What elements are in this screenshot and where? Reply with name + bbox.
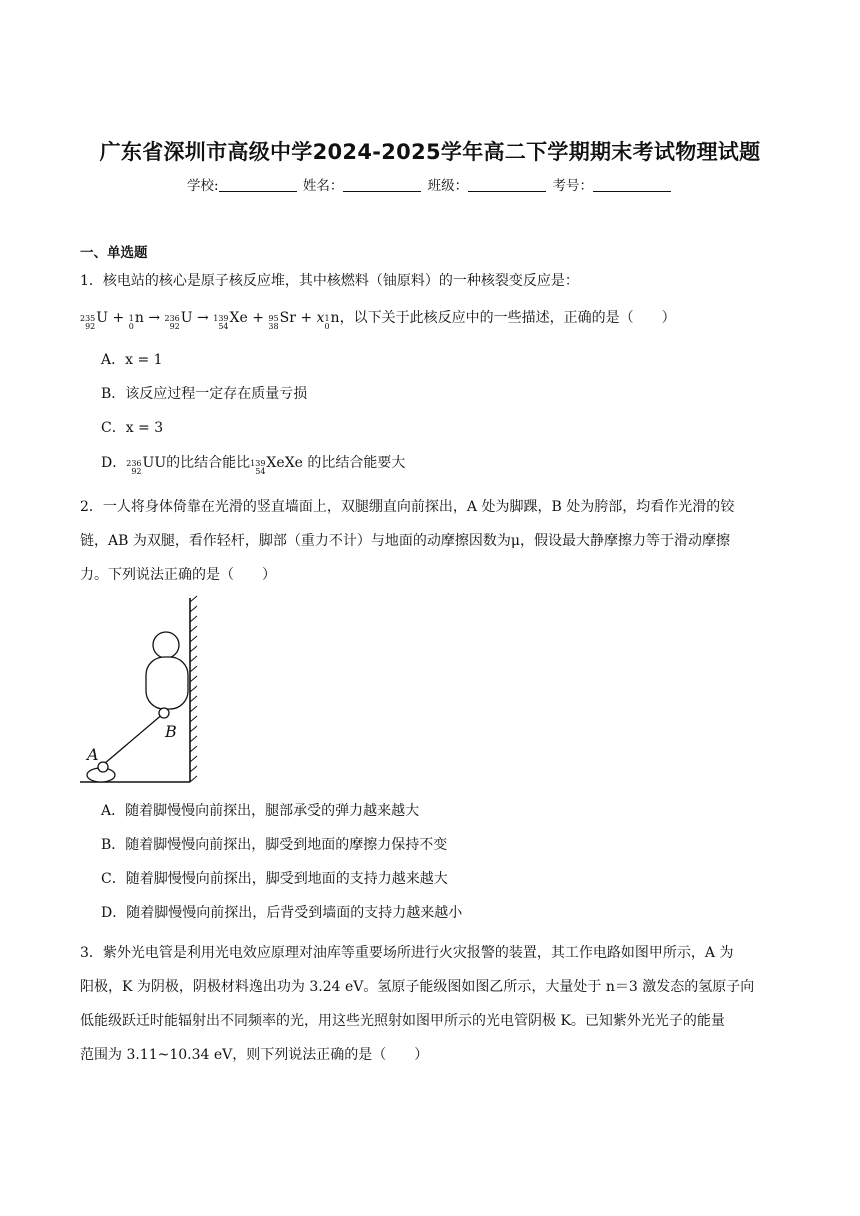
q2-line-1: 2．一人将身体倚靠在光滑的竖直墙面上，双腿绷直向前探出，A 处为脚踝，B 处为胯部，均看作光滑的铰 xyxy=(80,499,735,515)
hinge-b xyxy=(159,708,169,718)
label-a: A xyxy=(87,745,99,764)
q1-option-d[interactable]: D． 236 92 UU的比结合能比 139 54 XeXe 的比结合能要大 xyxy=(101,455,406,476)
q2-option-b[interactable]: B．随着脚慢慢向前探出，脚受到地面的摩擦力保持不变 xyxy=(101,837,448,853)
class-blank[interactable] xyxy=(468,177,546,192)
q1-stem: 1．核电站的核心是原子核反应堆，其中核燃料（铀原料）的一种核裂变反应是： xyxy=(80,273,579,289)
school-blank[interactable] xyxy=(219,177,297,192)
q1-equation: 235 92 U + 1 0 n → 236 92 U → 139 54 Xe + 95 38 Sr + x 1 0 n，以下关于此核反应中的一些描述，正确的是（ ） xyxy=(80,310,676,331)
section-heading: 一、单选题 xyxy=(80,245,148,261)
q1-option-b[interactable]: B．该反应过程一定存在质量亏损 xyxy=(101,386,308,402)
school-label: 学校: xyxy=(187,178,219,194)
exam-no-label: 考号： xyxy=(552,178,593,194)
name-blank[interactable] xyxy=(343,177,421,192)
q2-line-2: 链，AB 为双腿，看作轻杆，脚部（重力不计）与地面的动摩擦因数为μ，假设最大静摩擦力等于滑动摩擦 xyxy=(80,533,730,549)
q3-line-3: 低能级跃迁时能辐射出不同频率的光，用这些光照射如图甲所示的光电管阴极 K。已知紫外光光子的能量 xyxy=(80,1013,725,1029)
torso-shape xyxy=(146,657,188,709)
q3-line-2: 阳极，K 为阴极，阴极材料逸出功为 3.24 eV。氢原子能级图如图乙所示，大量处于 n＝3 激发态的氢原子向 xyxy=(80,979,755,995)
exam-title: 广东省深圳市高级中学2024-2025学年高二下学期期末考试物理试题 xyxy=(99,140,761,164)
name-label: 姓名： xyxy=(302,178,344,194)
exam-no-blank[interactable] xyxy=(593,177,671,192)
wall-hatch xyxy=(190,596,197,782)
q2-figure xyxy=(78,592,208,792)
q2-option-a[interactable]: A．随着脚慢慢向前探出，腿部承受的弹力越来越大 xyxy=(101,803,420,819)
head-circle xyxy=(153,632,179,658)
leg-rod xyxy=(104,713,164,764)
student-info-line xyxy=(0,174,860,194)
q3-line-1: 3．紫外光电管是利用光电效应原理对油库等重要场所进行火灾报警的装置，其工作电路如图甲所示，A 为 xyxy=(80,945,734,961)
q2-option-d[interactable]: D．随着脚慢慢向前探出，后背受到墙面的支持力越来越小 xyxy=(101,905,463,921)
label-b: B xyxy=(165,722,177,741)
q2-line-3: 力。下列说法正确的是（ ） xyxy=(80,567,276,583)
q3-line-4: 范围为 3.11~10.34 eV，则下列说法正确的是（ ） xyxy=(80,1047,429,1063)
q2-option-c[interactable]: C．随着脚慢慢向前探出，脚受到地面的支持力越来越大 xyxy=(101,871,448,887)
q1-option-a[interactable]: A．x = 1 xyxy=(101,352,163,368)
q1-option-c[interactable]: C．x = 3 xyxy=(101,420,164,436)
class-label: 班级： xyxy=(427,178,469,194)
hinge-a xyxy=(98,762,108,772)
